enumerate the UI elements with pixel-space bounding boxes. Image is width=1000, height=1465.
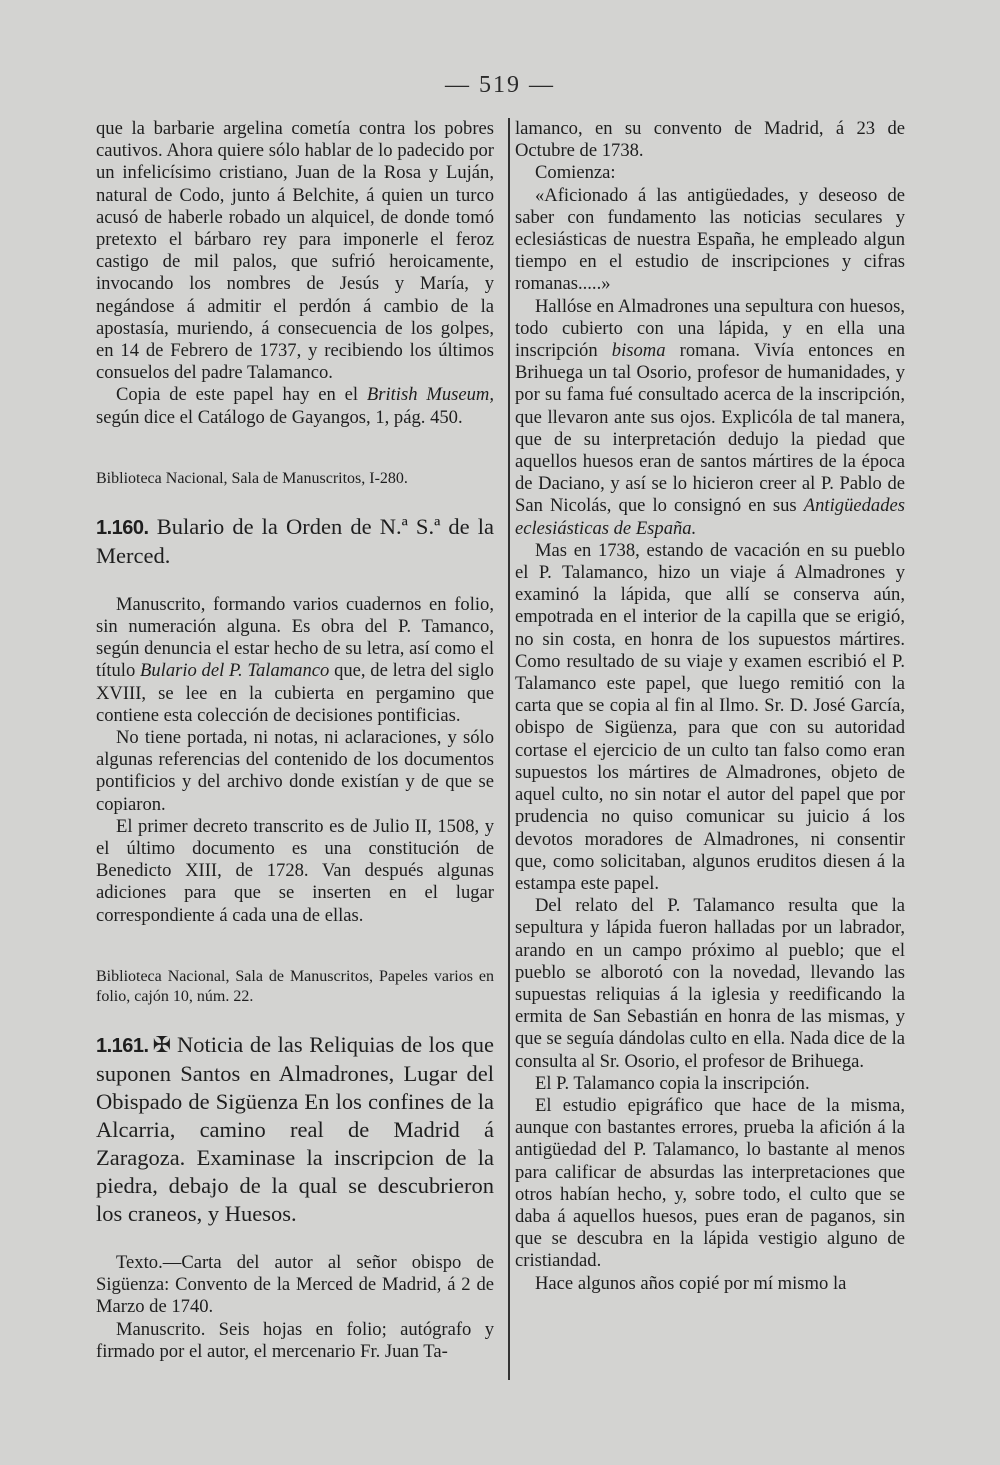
italic-text: British Museum, [366, 384, 494, 406]
paragraph: Del relato del P. Talamanco resulta que la sepultura y lápida fueron halladas por un labrador, arando en un campo próximo al pueblo; que el pueblo se alborotó con la novedad, llevando las supuestas reliquias á la iglesia y reedificando la ermita de San Sebastián en honra de las mismas, y que se seguía dándolas culto en ella. Nada dice de la consulta al Sr. Osorio, el profesor de Brihuega. [515, 895, 905, 1072]
entry-title: Bulario de la Orden de N.ª S.ª de la Merced. [96, 513, 494, 568]
paragraph: El estudio epigráfico que hace de la misma, aunque con bastantes errores, prueba la afición á la antigüedad del P. Talamanco, lo bastante al menos para calificar de absurdas las interpretaciones que otros habían hecho, y, sobre todo, el culto que se daba á aquellos huesos, pues eran de paganos, sin que se descubra en la lápida vestigio alguno de cristiandad. [515, 1094, 905, 1272]
paragraph [515, 296, 905, 540]
paragraph: Manuscrito. Seis hojas en folio; autógrafo y firmado por el autor, el mercenario Fr. Juan Ta- [96, 1318, 494, 1362]
text: romana. Vivía entonces en Brihuega un tal Osorio, profesor de humanidades, y por su fama fué consultado acerca de la inscripción, que llevaron ante sus ojos. Explicóla de tal manera, que de su interpretación dedujo la piedad que aquellos huesos eran de santos mártires de la época de Daciano, y así se lo hicieron creer al P. Pablo de San Nicolás, que lo consignó en sus [515, 340, 905, 517]
entry-heading [96, 1031, 494, 1228]
entry-title: Noticia de las Reliquias de los que suponen Santos en Almadrones, Lugar del Obispado de Sigüenza En los confines de la Alcarria, camino real de Madrid á Zaragoza. Examinase la inscripcion de la piedra, debajo de la qual se descubrieron los craneos, y Huesos. [96, 1031, 494, 1226]
text: que, de letra del siglo XVIII, se lee en la cubierta en pergamino que contiene esta colección de decisiones pontificias. [96, 660, 494, 726]
quotation: «Aficionado á las antigüedades, y deseoso de saber con fundamento las noticias seculares y eclesiásticas de nuestra España, he empleado algun tiempo en el estudio de inscripciones y cifras romanas.....» [515, 184, 905, 295]
italic-text: bisoma [611, 340, 666, 362]
text: Hallóse en Almadrones una sepultura con huesos, todo cubierto con una lápida, y en ella una inscripción [515, 295, 905, 362]
paragraph: que la barbarie argelina cometía contra los pobres cautivos. Ahora quiere sólo hablar de lo padecido por un infelicísimo cristiano, Juan de la Rosa y Luján, natural de Codo, junto á Belchite, á quien un turco acusó de haberle robado un alquicel, de donde tomó pretexto el bárbaro rey para imponerle el feroz castigo de mil palos, que sufrió heroicamente, invocando los nombres de Jesús y María, y negándose á admitir el perdón á cambio de la apostasía, muriendo, á consecuencia de los golpes, en 14 de Febrero de 1737, y recibiendo los últimos consuelos del padre Talamanco. [96, 118, 494, 384]
text: Copia de este papel hay en el [116, 384, 367, 406]
paragraph: lamanco, en su convento de Madrid, á 23 de Octubre de 1738. [515, 118, 905, 162]
entry-number: 1.161. [96, 1034, 149, 1057]
text: Manuscrito, formando varios cuadernos en folio, sin numeración alguna. Es obra del P. Tamanco, según denuncia el estar hecho de su letra, así como el título [96, 593, 494, 682]
source-note: Biblioteca Nacional, Sala de Manuscritos, I-280. [96, 469, 408, 487]
paragraph [96, 384, 494, 428]
paragraph: Mas en 1738, estando de vacación en su pueblo el P. Talamanco, hizo un viaje á Almadrones y examinó la lápida, que allí se conserva aún, empotrada en el interior de la capilla que se erigió, no sin costa, en honra de los supuestos mártires. Como resultado de su viaje y examen escribió el P. Talamanco este papel, que luego remitió con la carta que se copia al fin al Ilmo. Sr. D. José García, obispo de Sigüenza, para que con su autoridad cortase el ejercicio de un culto tan falso como eran supuestos los mártires de Almadrones, objeto de aquel culto, no sin notar el autor del papel que por prudencia no quiso comunicar su juicio á los devotos moradores de Almadrones, ni consentir que, como solicitaban, algunos eruditos diesen á la estampa este papel. [515, 539, 905, 894]
source-note: Biblioteca Nacional, Sala de Manuscritos, Papeles varios en folio, cajón 10, núm. 22. [96, 967, 494, 1005]
italic-text: Bulario del P. Talamanco [140, 660, 330, 682]
paragraph: El P. Talamanco copia la inscripción. [535, 1072, 810, 1094]
column-divider [508, 118, 510, 1380]
paragraph: Texto.—Carta del autor al señor obispo de Sigüenza: Convento de la Merced de Madrid, á 2 de Marzo de 1740. [96, 1251, 494, 1318]
italic-text: Antigüedades eclesiásticas de España. [515, 495, 905, 539]
paragraph: Comienza: [535, 162, 616, 184]
paragraph [96, 594, 494, 727]
entry-heading [96, 513, 494, 570]
paragraph: Hace algunos años copié por mí mismo la [535, 1272, 847, 1294]
paragraph: El primer decreto transcrito es de Julio II, 1508, y el último documento es una constitución de Benedicto XIII, de 1728. Van después algunas adiciones para que se inserten en el lugar correspondiente á cada una de ellas. [96, 815, 494, 926]
cross-icon: ✠ [152, 1031, 172, 1057]
right-column [515, 118, 905, 1295]
page-number: — 519 — [445, 72, 555, 98]
paragraph: No tiene portada, ni notas, ni aclaraciones, y sólo algunas referencias del contenido de los documentos pontificios y del archivo donde existían y de que se copiaron. [96, 727, 494, 815]
left-column [96, 118, 494, 1363]
text: según dice el Catálogo de Gayangos, 1, pág. 450. [96, 406, 463, 428]
entry-number: 1.160. [96, 516, 149, 539]
